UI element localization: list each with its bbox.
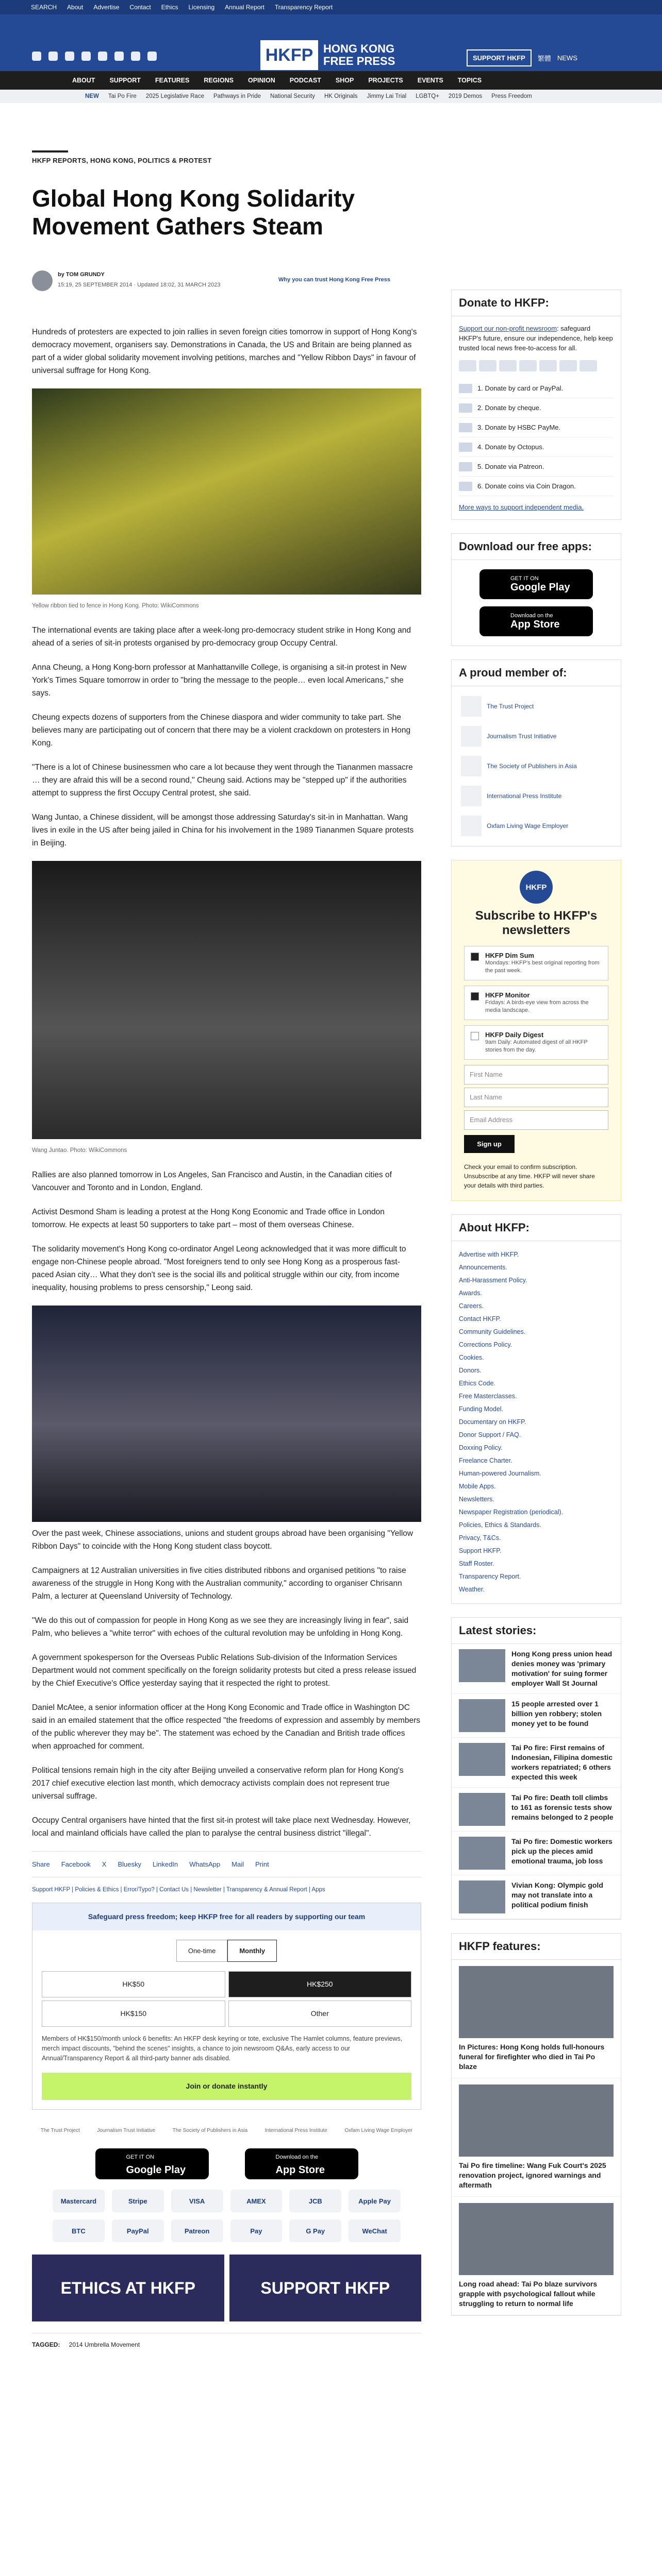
method-label: 3. Donate by HSBC PayMe. — [477, 423, 561, 431]
header-actions — [467, 49, 577, 66]
story-thumbnail — [459, 1699, 505, 1732]
ethics-banner[interactable]: ETHICS AT HKFP — [32, 2255, 224, 2321]
rally-photo — [32, 1306, 421, 1522]
about-link[interactable]: Funding Model. — [459, 1405, 504, 1413]
sidebar-apps — [451, 533, 621, 646]
nav-podcast[interactable]: PODCAST — [289, 77, 321, 84]
sidebar-heading: Donate to HKFP: — [452, 290, 621, 316]
sign-up-button[interactable]: Sign up — [464, 1135, 515, 1153]
article-category[interactable]: HKFP REPORTS, HONG KONG, POLITICS & PROTEST — [32, 150, 68, 164]
story-title: Tai Po fire: Domestic workers pick up the pieces amid emotional trauma, job loss — [511, 1837, 613, 1865]
newsletter-desc: 9am Daily: Automated digest of all HKFP stories from the day. — [485, 1039, 588, 1053]
trust-project-icon — [461, 696, 482, 717]
about-link[interactable]: Human-powered Journalism. — [459, 1470, 541, 1477]
paragraph: The international events are taking place after a week-long pro-democracy student strike in Hong Kong and ahead of a series of sit-in protests organised by pro-democracy group Occupy Central. — [32, 626, 411, 648]
site-header — [0, 14, 662, 71]
one-time-tab[interactable]: One-time — [176, 1940, 227, 1962]
join-donate-button[interactable]: Join or donate instantly — [42, 2073, 411, 2100]
share-label: Share — [32, 1860, 50, 1868]
paragraph: "We do this out of compassion for people in Hong Kong as we see they are increasingly living in fear", said Palm, who believes a "white terror" with echoes of the cultural revolution may be unfolding in Hong Kong. — [32, 1616, 409, 1638]
newsletter-name: HKFP Daily Digest — [485, 1031, 544, 1039]
app-store-button[interactable] — [245, 2148, 358, 2179]
method-label: 6. Donate coins via Coin Dragon. — [477, 482, 576, 490]
as-small: Download on the — [510, 612, 553, 619]
patreon-icon[interactable]: Patreon — [171, 2219, 223, 2242]
sidebar-heading: HKFP features: — [452, 1934, 621, 1960]
app-buttons — [32, 2148, 421, 2179]
email-field[interactable]: Email Address — [464, 1110, 608, 1130]
gp-small: GET IT ON — [510, 575, 539, 582]
about-link[interactable]: Careers. — [459, 1302, 484, 1310]
latest-story[interactable] — [452, 1875, 621, 1919]
trending-link[interactable]: Jimmy Lai Trial — [367, 93, 407, 99]
bluesky-icon[interactable] — [131, 52, 140, 61]
wechat-icon[interactable]: WeChat — [349, 2219, 401, 2242]
method-icon — [459, 384, 472, 393]
newsletter-desc: Mondays: HKFP's best original reporting from the past week. — [485, 960, 600, 974]
paragraph: Wang Juntao, a Chinese dissident, will be amongst those addressing Saturday's sit-in in Manhattan. Wang lives in exile in the US after being jailed in China for his involvement in the 1989 Tiananmen Square protests in Beijing. — [32, 813, 414, 848]
figure-yellow-ribbons — [32, 388, 421, 595]
card-icon — [559, 360, 577, 371]
about-link[interactable]: Mobile Apps. — [459, 1483, 496, 1490]
linkedin-icon[interactable] — [114, 52, 124, 61]
trending-link[interactable]: National Security — [270, 93, 315, 99]
amount-options — [32, 1971, 421, 2027]
donate-method[interactable] — [459, 457, 614, 477]
facebook-icon[interactable] — [32, 52, 41, 61]
image-caption: Yellow ribbon tied to fence in Hong Kong. Photo: WikiCommons — [32, 603, 199, 609]
sidebar-heading: About HKFP: — [452, 1215, 621, 1241]
share-print[interactable]: Print — [255, 1860, 269, 1868]
story-title: 15 people arrested over 1 billion yen robbery; stolen money yet to be found — [511, 1700, 602, 1727]
instagram-icon[interactable] — [65, 52, 74, 61]
feature-thumbnail — [459, 1966, 614, 2038]
promo-banners — [32, 2255, 421, 2321]
topbar-contact[interactable]: Contact — [129, 4, 151, 11]
topbar-annual-report[interactable]: Annual Report — [225, 4, 264, 11]
feature-story[interactable] — [452, 2078, 621, 2197]
tags — [32, 2333, 421, 2357]
trending-link[interactable]: Press Freedom — [491, 93, 532, 99]
card-icon — [499, 360, 517, 371]
share-x[interactable]: X — [102, 1860, 107, 1868]
topbar-about[interactable]: About — [67, 4, 84, 11]
about-link[interactable]: Donor Support / FAQ. — [459, 1431, 521, 1438]
logo-mark: HKFP — [260, 40, 318, 70]
member-logo[interactable]: International Press Institute — [264, 2128, 327, 2133]
member-logos-row — [32, 2120, 421, 2141]
about-link[interactable]: Doxxing Policy. — [459, 1444, 503, 1451]
latest-story[interactable] — [452, 1832, 621, 1875]
hkfp-logo-badge: HKFP — [520, 871, 553, 904]
support-links[interactable]: Support HKFP | Policies & Ethics | Error/Typo? | Contact Us | Newsletter | Transparency & Annual Report | Apps — [32, 1887, 325, 1893]
trending-bar — [0, 90, 662, 103]
trending-link[interactable]: Pathways in Pride — [213, 93, 261, 99]
author-name[interactable]: by TOM GRUNDY — [58, 272, 105, 278]
features-list — [452, 1960, 621, 2315]
share-bluesky[interactable]: Bluesky — [118, 1860, 141, 1868]
jti-icon — [461, 726, 482, 747]
feature-thumbnail — [459, 2084, 614, 2157]
paragraph: Occupy Central organisers have hinted that the first sit-in protest will take place next Wednesday. However, local and mainland officials have called the plan to paralyse the central business district "illegal". — [32, 1816, 411, 1838]
feature-title: In Pictures: Hong Kong holds full-honours funeral for firefighter who died in Tai Po blaze — [459, 2043, 605, 2071]
about-link[interactable]: Newsletters. — [459, 1496, 494, 1503]
google-play-button[interactable] — [95, 2148, 209, 2179]
google-play-button[interactable] — [479, 569, 593, 599]
nav-projects[interactable]: PROJECTS — [368, 77, 403, 84]
about-link[interactable]: Announcements. — [459, 1264, 507, 1271]
nav-shop[interactable]: SHOP — [335, 77, 354, 84]
paragraph: Anna Cheung, a Hong Kong-born professor at Manhattanville College, is organising a sit-in protest in New York's Times Square tomorrow in order to "bring the message to the people… even local Americans," she says. — [32, 663, 407, 698]
about-link[interactable]: Weather. — [459, 1586, 485, 1593]
trending-link[interactable]: Tai Po Fire — [108, 93, 137, 99]
google-pay-icon[interactable]: G Pay — [289, 2219, 341, 2242]
checkbox-checked[interactable] — [471, 953, 479, 961]
member-logo[interactable]: Oxfam Living Wage Employer — [344, 2128, 413, 2133]
support-banner[interactable]: SUPPORT HKFP — [229, 2255, 422, 2321]
about-links — [452, 1241, 621, 1603]
latest-list — [452, 1644, 621, 1919]
site-logo[interactable] — [260, 40, 401, 70]
sidebar-heading: Latest stories: — [452, 1618, 621, 1644]
youtube-icon[interactable] — [98, 52, 107, 61]
oxfam-icon — [461, 816, 482, 836]
about-link[interactable]: Donors. — [459, 1367, 482, 1374]
newsletter-desc: Fridays: A birds-eye view from across the media landscape. — [485, 999, 589, 1013]
topbar-licensing[interactable]: Licensing — [188, 4, 215, 11]
gp-small: GET IT ON — [126, 2154, 155, 2160]
member-label: Oxfam Living Wage Employer — [487, 822, 569, 829]
donate-text: : safeguard HKFP's future, ensure our independence, help keep trusted local news free-to-access for all. — [459, 325, 613, 352]
donate-heading: Safeguard press freedom; keep HKFP free for all readers by supporting our team — [32, 1903, 421, 1930]
member-label: The Trust Project — [487, 703, 534, 710]
nav-opinion[interactable]: OPINION — [247, 77, 275, 84]
last-name-field[interactable]: Last Name — [464, 1088, 608, 1107]
gp-label: Google Play — [126, 2164, 186, 2176]
byline — [32, 270, 434, 301]
share-bar — [32, 1851, 421, 1877]
figure-rally — [32, 1306, 421, 1522]
threads-icon[interactable] — [81, 52, 91, 61]
news-link[interactable]: NEWS — [557, 54, 577, 62]
trust-link[interactable]: Why you can trust Hong Kong Free Press — [278, 277, 390, 283]
newsletter-signup — [451, 860, 621, 1201]
jcb-icon[interactable]: JCB — [289, 2190, 341, 2212]
paragraph: Campaigners at 12 Australian universities in five cities distributed ribbons and organised petitions "to raise awareness of the struggle in Hong Kong with the Australian community," according to organiser Chrisann Palm, a lecturer at Queensland University of Technology. — [32, 1566, 406, 1601]
member-logo[interactable]: Journalism Trust Initiative — [97, 2128, 156, 2133]
sidebar-members — [451, 659, 621, 846]
rss-icon[interactable] — [147, 52, 157, 61]
member-item[interactable] — [452, 811, 621, 841]
article-title: Global Hong Kong Solidarity Movement Gathers Steam — [32, 185, 355, 240]
topbar-transparency[interactable]: Transparency Report — [274, 4, 333, 11]
visa-icon[interactable]: VISA — [171, 2190, 223, 2212]
share-whatsapp[interactable]: WhatsApp — [189, 1860, 221, 1868]
member-item[interactable] — [452, 751, 621, 781]
paragraph: Cheung expects dozens of supporters from the Chinese diaspora and wider community to take part. She believes many are participating out of concern that there may be a violent crackdown on protesters in Hong Kong. — [32, 713, 411, 748]
nav-support[interactable]: SUPPORT — [109, 77, 141, 84]
paragraph: The solidarity movement's Hong Kong co-ordinator Angel Leong acknowledged that it was more difficult to engage non-Chinese people abroad. "Most foreigners tend to only see Hong Kong as a prosperous fast-paced Asian city… What they don't see is the social ills and political struggle within our city, from income inequality, housing problems to press censorship," Leong said. — [32, 1245, 406, 1292]
support-hkfp-button[interactable]: SUPPORT HKFP — [467, 49, 532, 66]
sidebar-heading: A proud member of: — [452, 660, 621, 686]
amount-option[interactable]: HK$50 — [42, 1971, 225, 1997]
nav-regions[interactable]: REGIONS — [204, 77, 234, 84]
member-label: International Press Institute — [487, 792, 562, 800]
trending-link[interactable]: 2025 Legislative Race — [145, 93, 204, 99]
method-label: 5. Donate via Patreon. — [477, 463, 544, 470]
donate-method[interactable] — [459, 418, 614, 437]
share-mail[interactable]: Mail — [231, 1860, 244, 1868]
topbar-ethics[interactable]: Ethics — [161, 4, 178, 11]
checkbox[interactable] — [471, 1032, 479, 1040]
sidebar-donate — [451, 290, 621, 520]
about-link[interactable]: Freelance Charter. — [459, 1457, 512, 1464]
paragraph: Rallies are also planned tomorrow in Los Angeles, San Francisco and Austin, in the Canadian cities of Vancouver and Toronto and in London, England. — [32, 1171, 392, 1192]
method-icon — [459, 423, 472, 432]
share-linkedin[interactable]: LinkedIn — [153, 1860, 178, 1868]
sidebar — [451, 290, 621, 2329]
member-logo[interactable]: The Trust Project — [40, 2128, 80, 2133]
feature-title: Tai Po fire timeline: Wang Fuk Court's 2025 renovation project, ignored warnings and aftermath — [459, 2161, 606, 2189]
nav-topics[interactable]: TOPICS — [457, 77, 482, 84]
about-link[interactable]: Privacy, T&Cs. — [459, 1534, 501, 1541]
paypal-icon[interactable]: PayPal — [112, 2219, 164, 2242]
nav-events[interactable]: EVENTS — [417, 77, 443, 84]
paragraph: Hundreds of protesters are expected to join rallies in seven foreign cities tomorrow in support of Hong Kong's democracy movement, organisers say. Demonstrations in Canada, the US and Britain are being planned as part of a wider global solidarity movement involving petitions, marches and "Yellow Ribbon Days" in favour of universal suffrage for Hong Kong. — [32, 328, 417, 375]
about-link[interactable]: Support HKFP. — [459, 1547, 502, 1554]
method-icon — [459, 482, 472, 491]
member-benefits: Members of HK$150/month unlock 6 benefits: An HKFP desk keyring or tote, exclusive The Hamlet columns, feature previews, merch impact discounts, "behind the scenes" insights, a chance to join newsroom Q&As, early access to our Annual/Transparency Report & all third-party banner ads disabled. — [42, 2035, 403, 2062]
about-link[interactable]: Anti-Harassment Policy. — [459, 1277, 527, 1284]
figure-wang-juntao — [32, 861, 421, 1139]
social-icons — [32, 52, 157, 61]
method-label: 4. Donate by Octopus. — [477, 443, 544, 451]
as-small: Download on the — [275, 2154, 319, 2160]
checkbox-checked[interactable] — [471, 992, 479, 1001]
publish-date: 15:19, 25 SEPTEMBER 2014 · Updated 18:02, 31 MARCH 2023 — [58, 282, 221, 288]
donate-method[interactable] — [459, 437, 614, 457]
card-icon — [580, 360, 597, 371]
newsletter-name: HKFP Dim Sum — [485, 952, 535, 959]
member-item[interactable] — [452, 721, 621, 751]
monthly-tab[interactable]: Monthly — [227, 1940, 277, 1962]
paragraph: Daniel McAtee, a senior information officer at the Hong Kong Economic and Trade office in Washington DC said in an emailed statement that the office respected "the freedoms of expression and assembly by members of the public wherever they may be". The statement was echoed by the Canadian and British trade offices when approached for comment. — [32, 1703, 421, 1751]
bitcoin-icon[interactable]: BTC — [53, 2219, 105, 2242]
latest-story[interactable] — [452, 1788, 621, 1832]
tagged-label: TAGGED: — [32, 2341, 60, 2348]
trending-link[interactable]: 2019 Demos — [448, 93, 483, 99]
about-link[interactable]: Free Masterclasses. — [459, 1393, 517, 1400]
nav-about[interactable]: ABOUT — [72, 77, 95, 84]
donate-method[interactable] — [459, 398, 614, 418]
ribbon-photo — [32, 388, 421, 595]
about-link[interactable]: Policies, Ethics & Standards. — [459, 1521, 541, 1529]
method-label: 2. Donate by cheque. — [477, 404, 541, 412]
donate-method[interactable] — [459, 477, 614, 496]
top-utility-bar — [0, 0, 662, 14]
more-ways-link[interactable]: More ways to support independent media. — [459, 503, 584, 511]
as-label: App Store — [510, 618, 560, 630]
image-caption: Wang Juntao. Photo: WikiCommons — [32, 1147, 127, 1154]
newsletter-option[interactable] — [464, 986, 608, 1020]
gp-label: Google Play — [510, 581, 570, 593]
nonprofit-link[interactable]: Support our non-profit newsroom — [459, 325, 557, 332]
paragraph: Political tensions remain high in the city after Beijing unveiled a conservative reform plan for Hong Kong's 2017 chief executive election last month, which democracy activists complain does not represent true universal suffrage. — [32, 1766, 404, 1801]
about-link[interactable]: Newspaper Registration (periodical). — [459, 1509, 564, 1516]
donate-box — [32, 1903, 421, 2110]
story-title: Hong Kong press union head denies money was 'primary motivation' for suing former employer Wall St Journal — [511, 1650, 613, 1687]
mastercard-icon[interactable]: Mastercard — [53, 2190, 105, 2212]
about-link[interactable]: Corrections Policy. — [459, 1341, 512, 1348]
member-logo[interactable]: The Society of Publishers in Asia — [172, 2128, 248, 2133]
about-link[interactable]: Contact HKFP. — [459, 1315, 501, 1323]
member-label: The Society of Publishers in Asia — [487, 762, 577, 770]
story-title: Tai Po fire: Death toll climbs to 161 as forensic tests show remains belonged to 2 people — [511, 1793, 614, 1821]
card-icon — [539, 360, 557, 371]
wang-photo — [32, 861, 421, 1139]
sopa-icon — [461, 756, 482, 776]
member-item[interactable] — [452, 691, 621, 721]
author-avatar — [32, 270, 53, 291]
sidebar-heading: Download our free apps: — [452, 534, 621, 560]
language-link[interactable]: 繁體 — [537, 55, 551, 62]
article-body — [32, 326, 421, 2357]
latest-story[interactable] — [452, 1694, 621, 1738]
first-name-field[interactable]: First Name — [464, 1065, 608, 1084]
latest-story[interactable] — [452, 1644, 621, 1694]
paragraph: "There is a lot of Chinese businessmen who care a lot because they went through the Tiananmen massacre … they are afraid this will be a second round," Cheung said. Actions may be "stepped up" if the authorities attempt to suppress the first Occupy Central protest, she said. — [32, 763, 413, 798]
member-item[interactable] — [452, 781, 621, 811]
story-thumbnail — [459, 1649, 505, 1682]
new-badge: NEW — [85, 93, 99, 99]
about-link[interactable]: Cookies. — [459, 1354, 484, 1361]
pay-icon[interactable]: Pay — [230, 2219, 283, 2242]
newsletter-title: Subscribe to HKFP's newsletters — [475, 909, 598, 937]
story-title: Vivian Kong: Olympic gold may not translate into a political podium finish — [511, 1881, 603, 1909]
apple-pay-icon[interactable]: Apple Pay — [349, 2190, 401, 2212]
x-icon[interactable] — [48, 52, 58, 61]
story-thumbnail — [459, 1743, 505, 1776]
amex-icon[interactable]: AMEX — [230, 2190, 283, 2212]
about-link[interactable]: Ethics Code. — [459, 1380, 495, 1387]
latest-story[interactable] — [452, 1738, 621, 1788]
about-link[interactable]: Documentary on HKFP. — [459, 1418, 526, 1426]
about-link[interactable]: Awards. — [459, 1290, 482, 1297]
method-icon — [459, 403, 472, 413]
newsletter-option[interactable] — [464, 946, 608, 980]
stripe-icon[interactable]: Stripe — [112, 2190, 164, 2212]
about-link[interactable]: Community Guidelines. — [459, 1328, 526, 1335]
card-icons — [459, 360, 614, 371]
logo-text: HONG KONG FREE PRESS — [323, 42, 395, 67]
trending-link[interactable]: LGBTQ+ — [416, 93, 439, 99]
method-label: 1. Donate by card or PayPal. — [477, 384, 564, 392]
main-nav — [0, 71, 662, 90]
card-icon — [479, 360, 496, 371]
method-icon — [459, 462, 472, 471]
feature-thumbnail — [459, 2203, 614, 2275]
nav-features[interactable]: FEATURES — [155, 77, 190, 84]
card-icon — [459, 360, 476, 371]
donate-method[interactable] — [459, 379, 614, 398]
as-label: App Store — [275, 2164, 325, 2176]
about-link[interactable]: Staff Roster. — [459, 1560, 494, 1567]
sidebar-features — [451, 1933, 621, 2316]
ipi-icon — [461, 786, 482, 806]
card-icon — [519, 360, 537, 371]
story-thumbnail — [459, 1793, 505, 1826]
topbar-advertise[interactable]: Advertise — [93, 4, 120, 11]
method-icon — [459, 443, 472, 452]
tag-link[interactable]: 2014 Umbrella Movement — [69, 2341, 140, 2348]
app-store-button[interactable] — [479, 606, 593, 636]
about-link[interactable]: Advertise with HKFP. — [459, 1251, 519, 1258]
amount-option-selected[interactable]: HK$250 — [228, 1971, 412, 1997]
newsletter-option[interactable] — [464, 1025, 608, 1060]
sidebar-latest — [451, 1617, 621, 1920]
feature-story[interactable] — [452, 2197, 621, 2315]
topbar-search[interactable]: SEARCH — [31, 4, 57, 11]
payment-methods — [32, 2190, 421, 2242]
paragraph: A government spokesperson for the Overseas Public Relations Sub-division of the Information Services Department would not comment specifically on the foreign solidarity protests but cited a press release issued by the Chief Executive's Office yesterday saying that it respected the right to protest. — [32, 1653, 417, 1688]
paragraph: Over the past week, Chinese associations, unions and student groups abroad have been organising "Yellow Ribbon Days" to coincide with the Hong Kong student class boycott. — [32, 1529, 413, 1551]
newsletter-name: HKFP Monitor — [485, 991, 530, 999]
share-facebook[interactable]: Facebook — [61, 1860, 91, 1868]
donate-methods — [459, 379, 614, 496]
signup-note: Check your email to confirm subscription. Unsubscribe at any time. HKFP will never share your details with third parties. — [464, 1163, 595, 1189]
about-link[interactable]: Transparency Report. — [459, 1573, 521, 1580]
story-thumbnail — [459, 1880, 505, 1913]
amount-other[interactable]: Other — [228, 2001, 412, 2027]
feature-story[interactable] — [452, 1960, 621, 2078]
frequency-toggle — [32, 1940, 421, 1962]
feature-title: Long road ahead: Tai Po blaze survivors grapple with psychological fallout while struggling to return to normal life — [459, 2280, 598, 2308]
story-title: Tai Po fire: First remains of Indonesian, Filipina domestic workers repatriated; 6 others expected this week — [511, 1743, 613, 1781]
amount-option[interactable]: HK$150 — [42, 2001, 225, 2027]
paragraph: Activist Desmond Sham is leading a protest at the Hong Kong Economic and Trade office in London tomorrow. He expects at least 50 supporters to take part – most of them overseas Chinese. — [32, 1208, 385, 1229]
trending-link[interactable]: HK Originals — [324, 93, 358, 99]
story-thumbnail — [459, 1837, 505, 1870]
member-label: Journalism Trust Initiative — [487, 733, 557, 740]
sidebar-about — [451, 1214, 621, 1604]
